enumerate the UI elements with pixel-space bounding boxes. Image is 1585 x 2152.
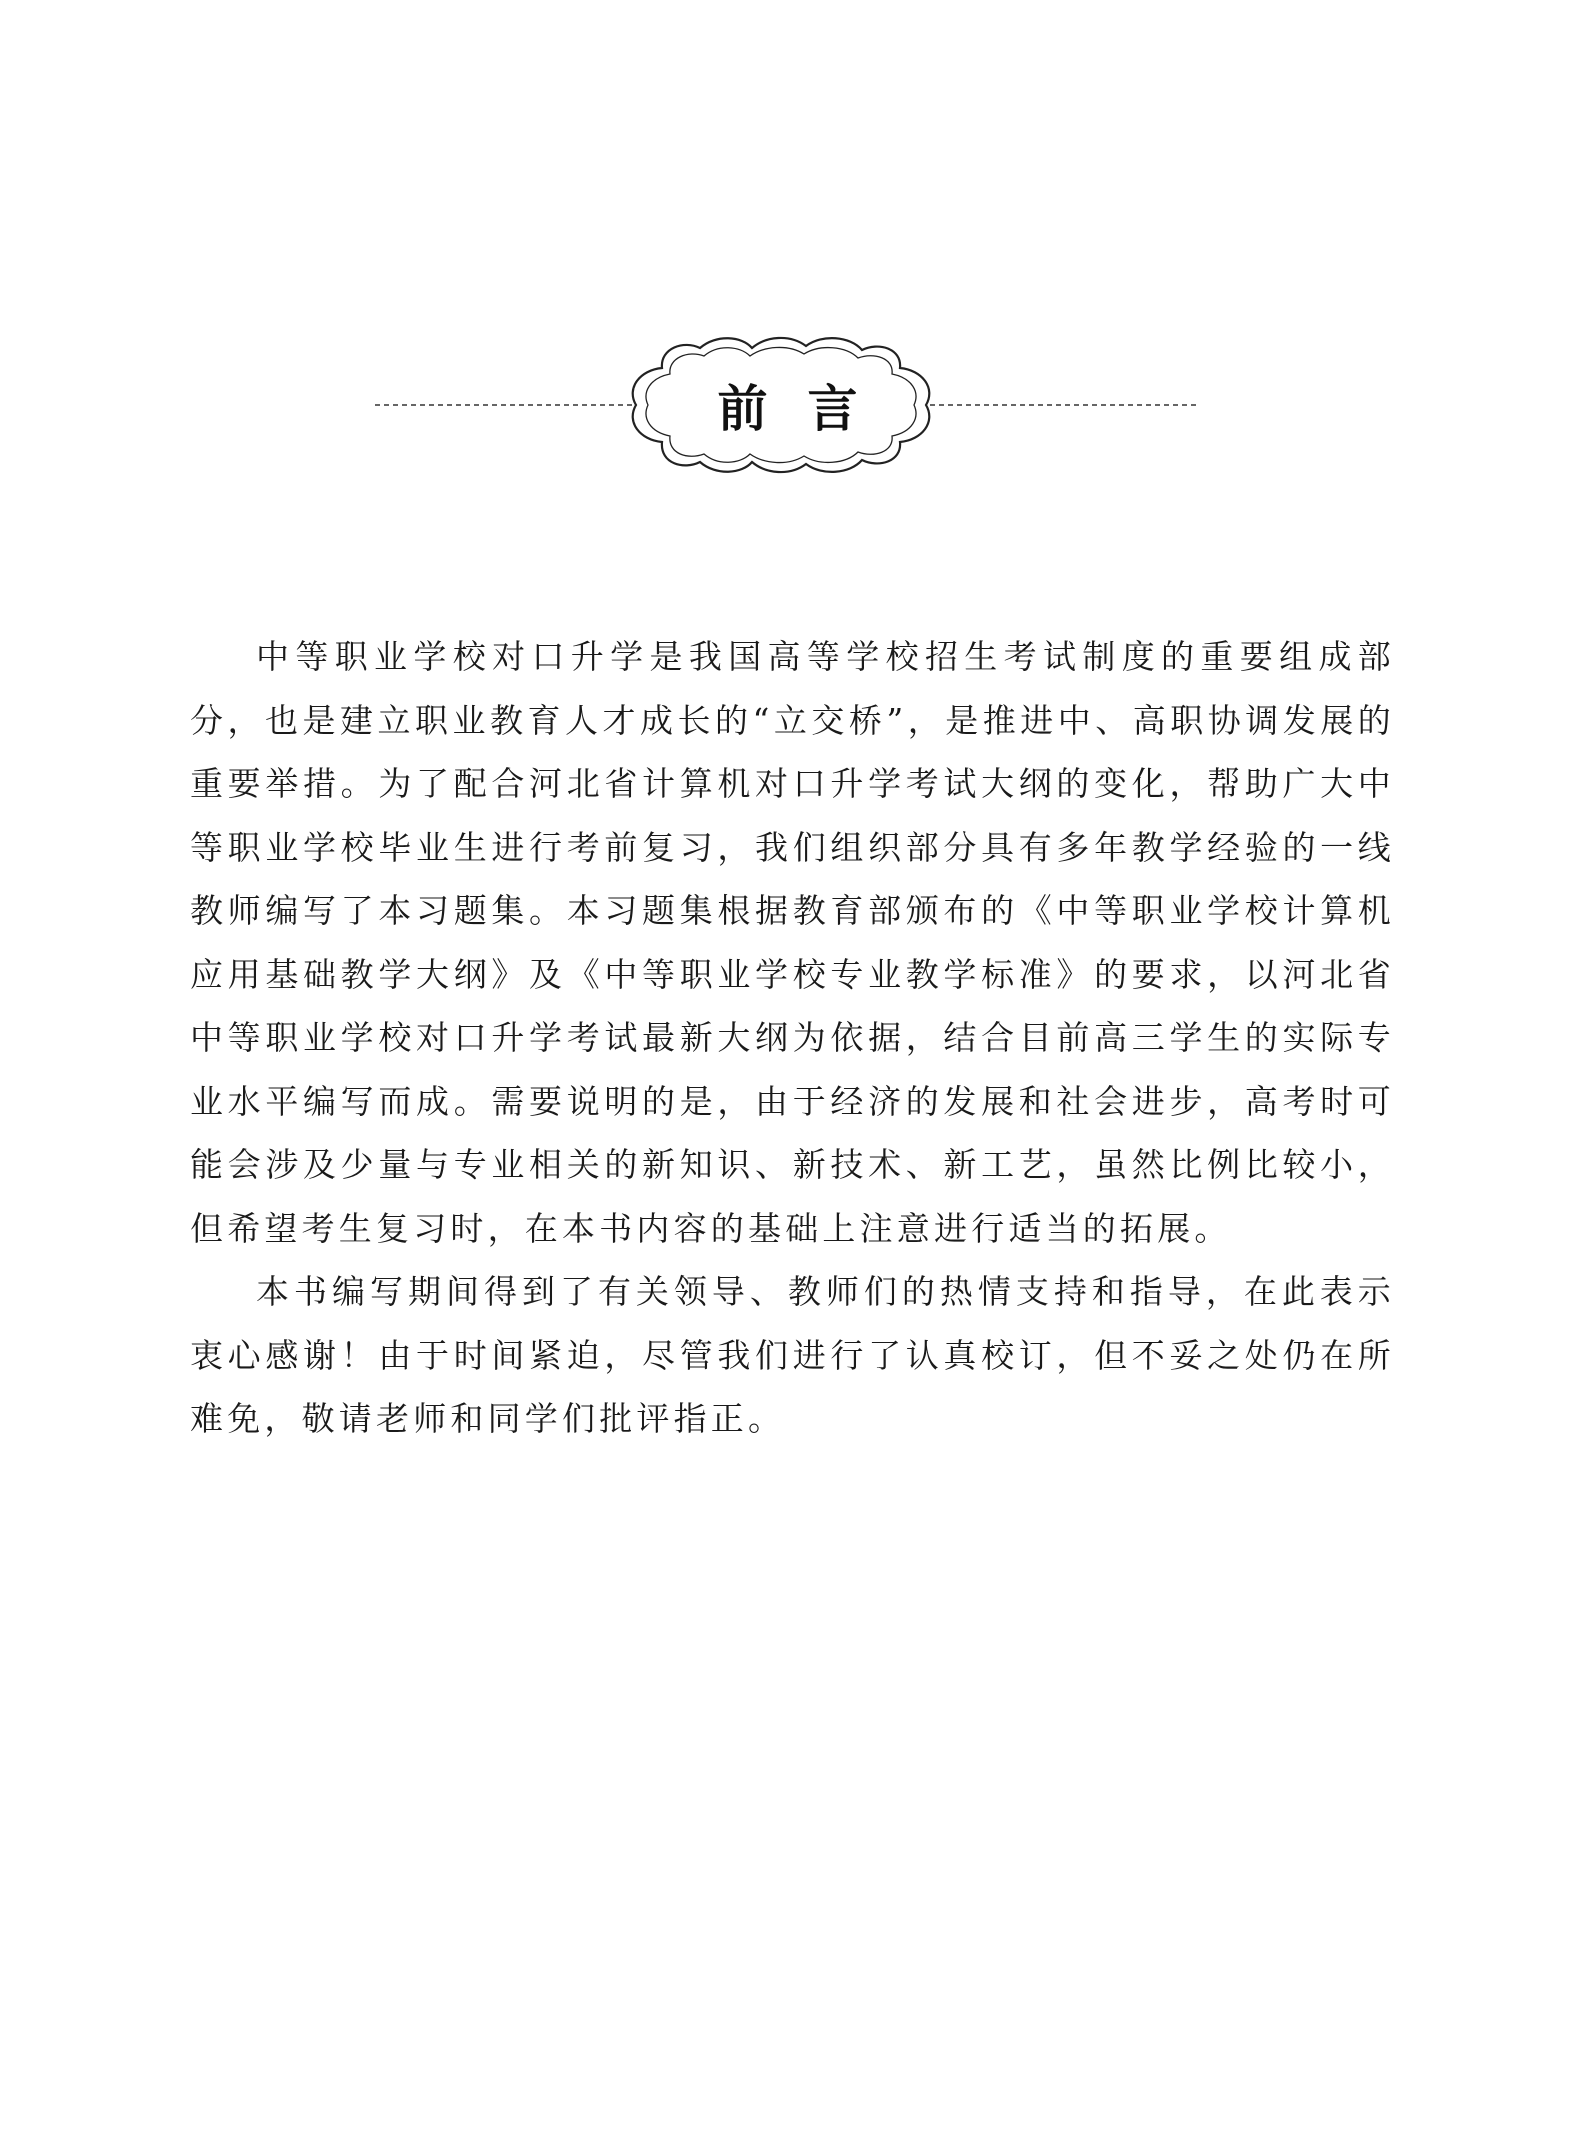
preface-body bbox=[190, 625, 1395, 1451]
paragraph-intro: 中等职业学校对口升学是我国高等学校招生考试制度的重要组成部分，也是建立职业教育人才成长的“立交桥”，是推进中、高职协调发展的重要举措。为了配合河北省计算机对口升学考试大纲的变化，帮助广大中等职业学校毕业生进行考前复习，我们组织部分具有多年教学经验的一线教师编写了本习题集。本习题集根据教育部颁布的《中等职业学校计算机应用基础教学大纲》及《中等职业学校专业教学标准》的要求，以河北省中等职业学校对口升学考试最新大纲为依据，结合目前高三学生的实际专业水平编写而成。需要说明的是，由于经济的发展和社会进步，高考时可能会涉及少量与专业相关的新知识、新技术、新工艺，虽然比例比较小，但希望考生复习时，在本书内容的基础上注意进行适当的拓展。 bbox=[190, 637, 1395, 1248]
preface-heading bbox=[370, 330, 1205, 480]
page-title: 前言 bbox=[717, 380, 898, 438]
paragraph-acknowledgement: 本书编写期间得到了有关领导、教师们的热情支持和指导，在此表示衷心感谢！由于时间紧迫，尽管我们进行了认真校订，但不妥之处仍在所难免，敬请老师和同学们批评指正。 bbox=[190, 1272, 1395, 1438]
